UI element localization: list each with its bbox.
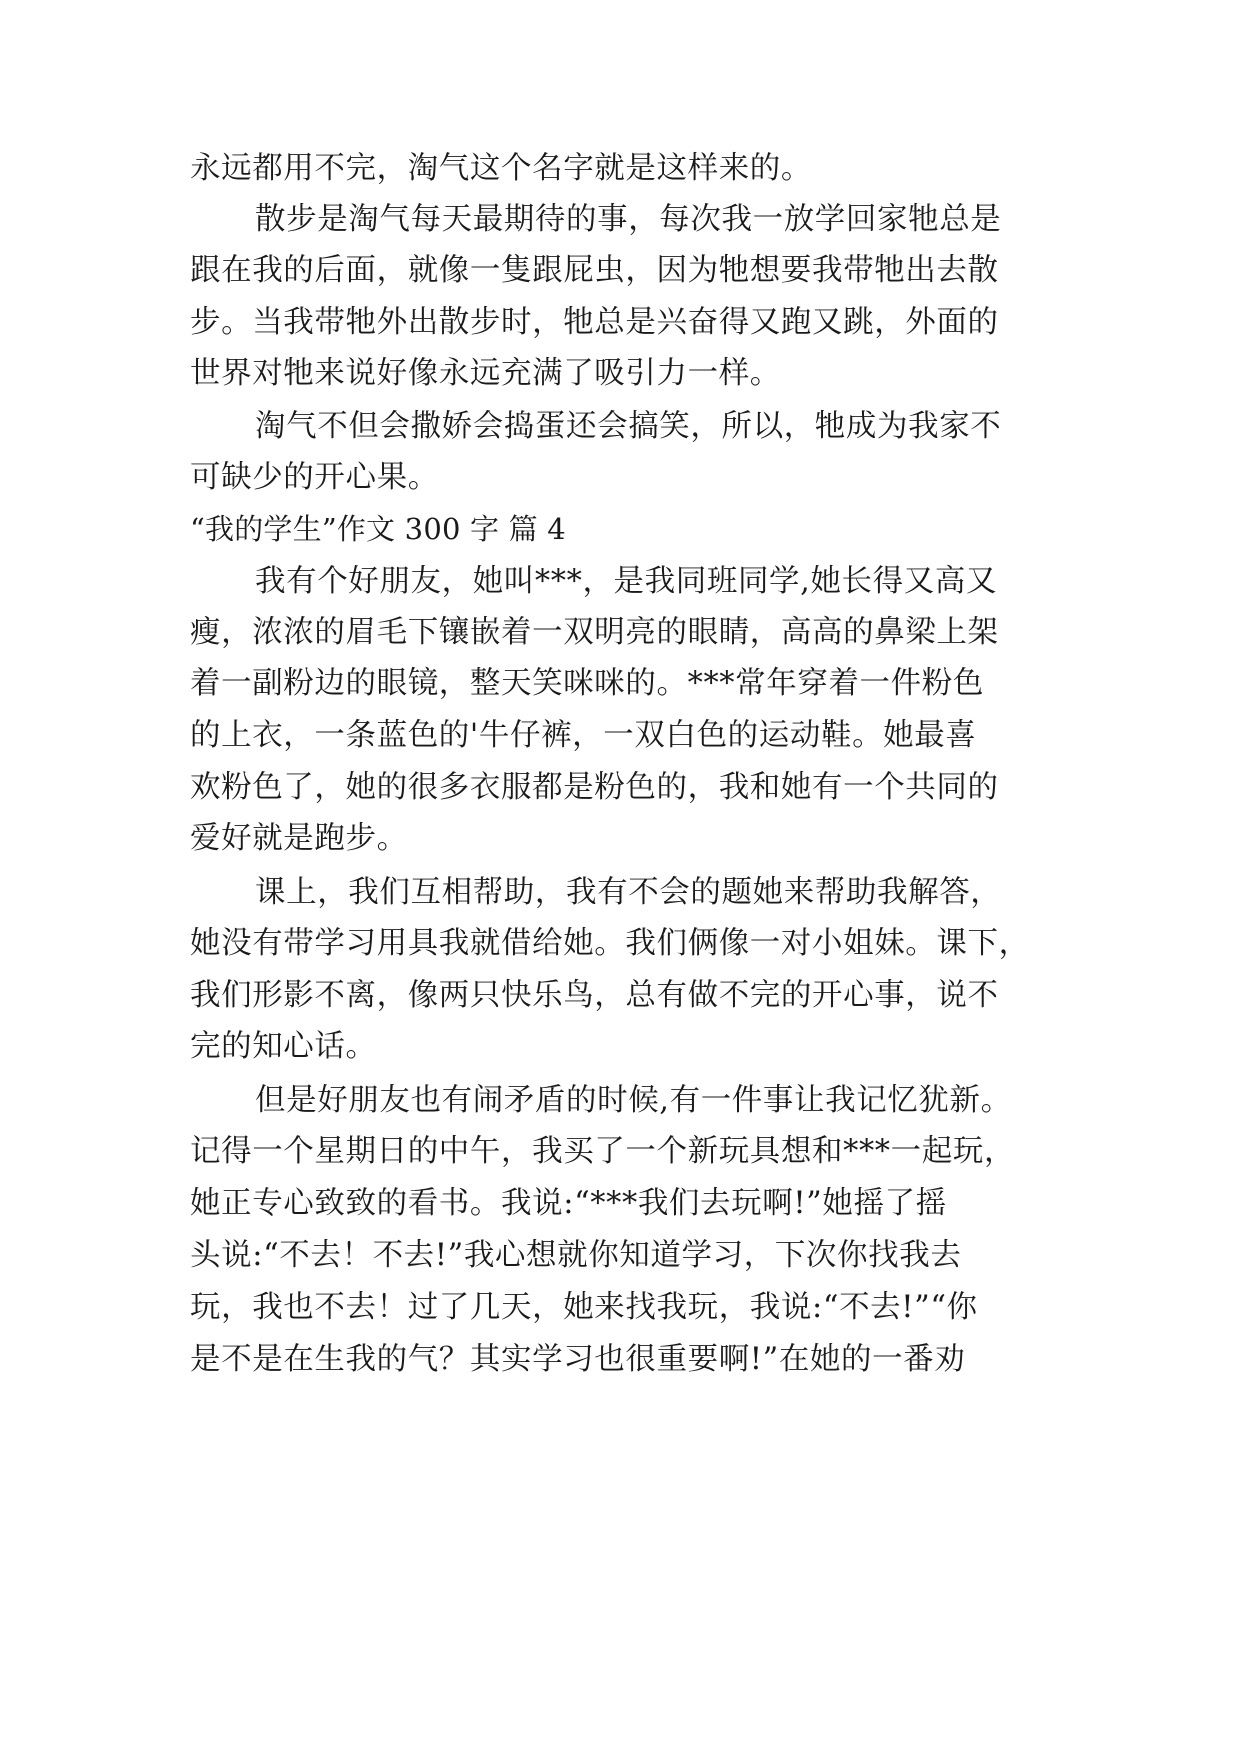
paragraph-start-line: 但是好朋友也有闹矛盾的时候,有一件事让我记忆犹新。 xyxy=(255,1083,1012,1118)
paragraph-start-line: 我有个好朋友，她叫***，是我同班同学,她长得又高又 xyxy=(255,564,998,599)
text-line: 瘦，浓浓的眉毛下镶嵌着一双明亮的眼睛，高高的鼻梁上架 xyxy=(190,615,999,650)
text-line: 玩，我也不去！过了几天，她来找我玩，我说:“不去!”“你 xyxy=(190,1290,978,1325)
section-heading: “我的学生”作文 300 字 篇 4 xyxy=(190,512,566,546)
text-line: 欢粉色了，她的很多衣服都是粉色的，我和她有一个共同的 xyxy=(190,770,999,805)
text-line: 的上衣，一条蓝色的'牛仔裤，一双白色的运动鞋。她最喜 xyxy=(190,718,977,753)
text-line: 她正专心致致的看书。我说:“***我们去玩啊!”她摇了摇 xyxy=(190,1186,947,1221)
text-line: 永远都用不完，淘气这个名字就是这样来的。 xyxy=(190,151,812,186)
text-line: 是不是在生我的气？其实学习也很重要啊!”在她的一番劝 xyxy=(190,1342,966,1377)
text-line: 着一副粉边的眼镜，整天笑咪咪的。***常年穿着一件粉色 xyxy=(190,666,984,701)
paragraph-start-line: 散步是淘气每天最期待的事，每次我一放学回家牠总是 xyxy=(255,202,1002,237)
text-line: 爱好就是跑步。 xyxy=(190,821,408,856)
text-line: 跟在我的后面，就像一隻跟屁虫，因为牠想要我带牠出去散 xyxy=(190,253,999,288)
text-line: 记得一个星期日的中午，我买了一个新玩具想和***一起玩， xyxy=(190,1134,1016,1169)
text-line: 她没有带学习用具我就借给她。我们俩像一对小姐妹。课下， xyxy=(190,926,1030,961)
text-line: 完的知心话。 xyxy=(190,1029,377,1064)
text-line: 步。当我带牠外出散步时，牠总是兴奋得又跑又跳，外面的 xyxy=(190,305,999,340)
text-line: 世界对牠来说好像永远充满了吸引力一样。 xyxy=(190,356,781,391)
text-line: 头说:“不去！不去!”我心想就你知道学习，下次你找我去 xyxy=(190,1238,962,1273)
text-line: 可缺少的开心果。 xyxy=(190,460,439,495)
paragraph-start-line: 课上，我们互相帮助，我有不会的题她来帮助我解答， xyxy=(255,875,1002,910)
text-line: 我们形影不离，像两只快乐鸟，总有做不完的开心事，说不 xyxy=(190,978,999,1013)
paragraph-start-line: 淘气不但会撒娇会捣蛋还会搞笑，所以，牠成为我家不 xyxy=(255,409,1002,444)
